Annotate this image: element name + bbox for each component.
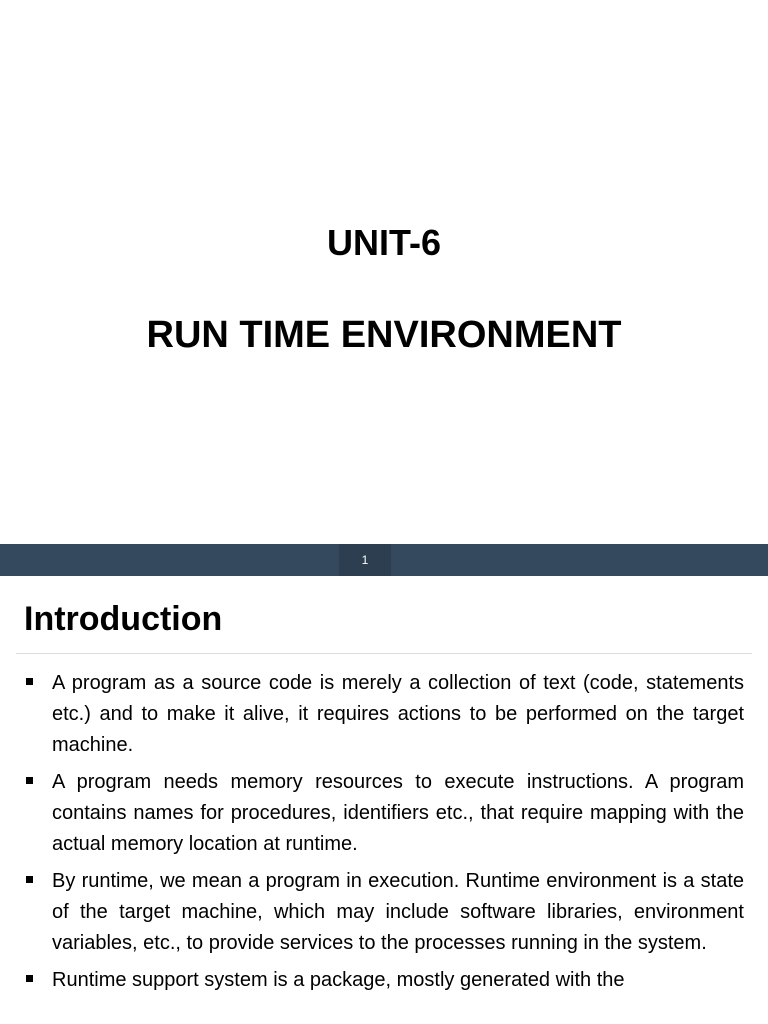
content-slide xyxy=(0,576,768,1024)
bullet-text: A program as a source code is merely a collection of text (code, statements etc.) and to make it alive, it requires actions to be performed on the target machine. xyxy=(52,672,744,756)
bullet-item xyxy=(24,767,744,860)
heading-divider xyxy=(16,653,752,654)
bullet-item xyxy=(24,965,744,996)
slide-divider-bar xyxy=(0,544,768,576)
unit-title: UNIT-6 xyxy=(326,222,441,263)
page-number: 1 xyxy=(339,544,391,576)
bullet-text: A program needs memory resources to execute instructions. A program contains names for procedures, identifiers etc., that require mapping with the actual memory location at runtime. xyxy=(52,771,744,855)
bullet-item xyxy=(24,668,744,761)
bullet-text: By runtime, we mean a program in execution. Runtime environment is a state of the target machine, which may include software libraries, environment variables, etc., to provide services to the processes running in the system. xyxy=(52,870,744,954)
bullet-text: Runtime support system is a package, mostly generated with the xyxy=(52,969,625,991)
slide-title: RUN TIME ENVIRONMENT xyxy=(146,314,622,356)
square-bullet-icon xyxy=(26,678,33,685)
square-bullet-icon xyxy=(26,876,33,883)
section-heading: Introduction xyxy=(24,600,223,638)
bullet-item xyxy=(24,866,744,959)
bullet-list xyxy=(24,668,744,1002)
square-bullet-icon xyxy=(26,777,33,784)
square-bullet-icon xyxy=(26,975,33,982)
